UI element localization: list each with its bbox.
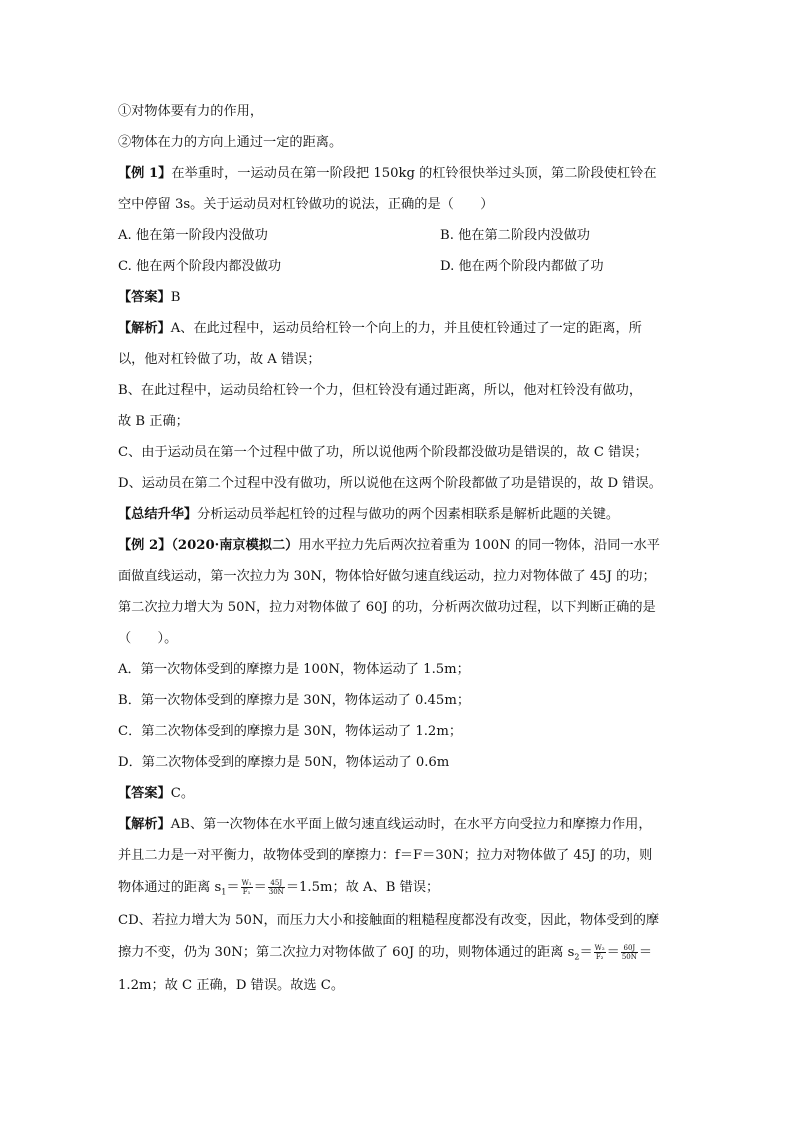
analysis-text: A、在此过程中，运动员给杠铃一个向上的力，并且使杠铃通过了一定的距离，所 <box>170 321 642 336</box>
example-2-stem <box>118 530 684 561</box>
example-1-tag: 【例 1】 <box>118 166 172 181</box>
example-1-stem-text: 在举重时，一运动员在第一阶段把 150kg 的杠铃很快举过头顶，第二阶段使杠铃在 <box>171 166 657 181</box>
example-1-answer <box>118 282 684 313</box>
example-2-stem-cont: 第二次拉力增大为 50N，拉力对物体做了 60J 的功，分析两次做功过程，以下判断正确的是 <box>118 600 656 615</box>
example-2-option-b: B．第一次物体受到的摩擦力是 30N，物体运动了 0.45m； <box>118 693 471 708</box>
example-2-source: （2020·南京模拟二） <box>171 538 299 553</box>
fraction: $\frac{45J}{30N}$ <box>268 879 284 896</box>
example-2-option-a: A．第一次物体受到的摩擦力是 100N，物体运动了 1.5m； <box>118 662 470 677</box>
example-1-options-row-2 <box>118 251 684 282</box>
distance-formula-2: 擦力不变，仍为 30N；第二次拉力对物体做了 60J 的功，则物体通过的距离 $s_2=$ $\frac{\text{W₂}}{\text{F₂}}$ ＝ $\frac{60J}{50N}$ ＝ <box>118 944 653 962</box>
option-a: A. 他在第一阶段内没做功 <box>118 228 268 243</box>
fraction: $\frac{\text{W₁}}{\text{F₁}}$ <box>241 879 252 896</box>
analysis-tag: 【解析】 <box>118 817 171 832</box>
answer-tag: 【答案】 <box>118 290 171 305</box>
example-2-stem-cont: 面做直线运动，第一次拉力为 30N，物体恰好做匀速直线运动，拉力对物体做了 45J 的功； <box>118 569 656 584</box>
analysis-tag: 【解析】 <box>118 321 171 336</box>
analysis-line: 并且二力是一对平衡力，故物体受到的摩擦力：f＝F＝30N；拉力对物体做了 45J 的功，则 <box>118 848 653 863</box>
condition-1: ①对物体要有力的作用， <box>118 104 264 119</box>
analysis-line: C、由于运动员在第一个过程中做了功，所以说他两个阶段都没做功是错误的，故 C 错误； <box>118 445 648 460</box>
fraction: $\frac{\text{W₂}}{\text{F₂}}$ <box>594 944 605 961</box>
analysis-line: 以，他对杠铃做了功，故 A 错误； <box>118 352 321 367</box>
example-2-answer <box>118 778 684 809</box>
example-1-stem <box>118 158 684 189</box>
option-c: C. 他在两个阶段内都没做功 <box>118 259 282 274</box>
analysis-line: 1.2m；故 C 正确，D 错误。故选 C。 <box>118 978 345 993</box>
example-2-tag: 【例 2】 <box>118 538 172 553</box>
distance-formula-1: 物体通过的距离 $s_1=$ $\frac{\text{W₁}}{\text{F₁}}$ ＝ $\frac{45J}{30N}$ ＝1.5m；故 A、B 错误； <box>118 879 440 897</box>
example-1-summary <box>118 499 684 530</box>
analysis-line: CD、若拉力增大为 50N，而压力大小和接触面的粗糙程度都没有改变，因此，物体受到的摩 <box>118 913 660 928</box>
example-1-stem-cont: 空中停留 3s。关于运动员对杠铃做功的说法，正确的是（ ） <box>118 197 494 212</box>
analysis-line: D、运动员在第二个过程中没有做功，所以说他在这两个阶段都做了功是错误的，故 D 错误。 <box>118 476 662 491</box>
example-2-stem-cont: （ ）。 <box>118 631 178 646</box>
analysis-line: 故 B 正确； <box>118 414 189 429</box>
example-1-options-row-1 <box>118 220 684 251</box>
fraction: $\frac{60J}{50N}$ <box>621 944 637 961</box>
example-1-analysis <box>118 313 684 344</box>
analysis-text: AB、第一次物体在水平面上做匀速直线运动时，在水平方向受拉力和摩擦力作用， <box>170 817 652 832</box>
answer-tag: 【答案】 <box>118 786 171 801</box>
answer-value: B <box>170 290 181 305</box>
summary-text: 分析运动员举起杠铃的过程与做功的两个因素相联系是解析此题的关键。 <box>197 507 620 522</box>
example-2-option-c: C．第二次物体受到的摩擦力是 30N，物体运动了 1.2m； <box>118 724 463 739</box>
example-2-analysis <box>118 809 684 840</box>
condition-2: ②物体在力的方向上通过一定的距离。 <box>118 135 343 150</box>
example-2-stem-text: 用水平拉力先后两次拉着重为 100N 的同一物体，沿同一水平 <box>298 538 660 553</box>
analysis-line: B、在此过程中，运动员给杠铃一个力，但杠铃没有通过距离，所以，他对杠铃没有做功， <box>118 383 642 398</box>
answer-value: C。 <box>170 786 195 801</box>
option-b: B. 他在第二阶段内没做功 <box>440 228 590 243</box>
document-page <box>118 96 684 1001</box>
example-2-option-d: D．第二次物体受到的摩擦力是 50N，物体运动了 0.6m <box>118 755 450 770</box>
option-d: D. 他在两个阶段内都做了功 <box>440 259 604 274</box>
summary-tag: 【总结升华】 <box>118 507 198 522</box>
